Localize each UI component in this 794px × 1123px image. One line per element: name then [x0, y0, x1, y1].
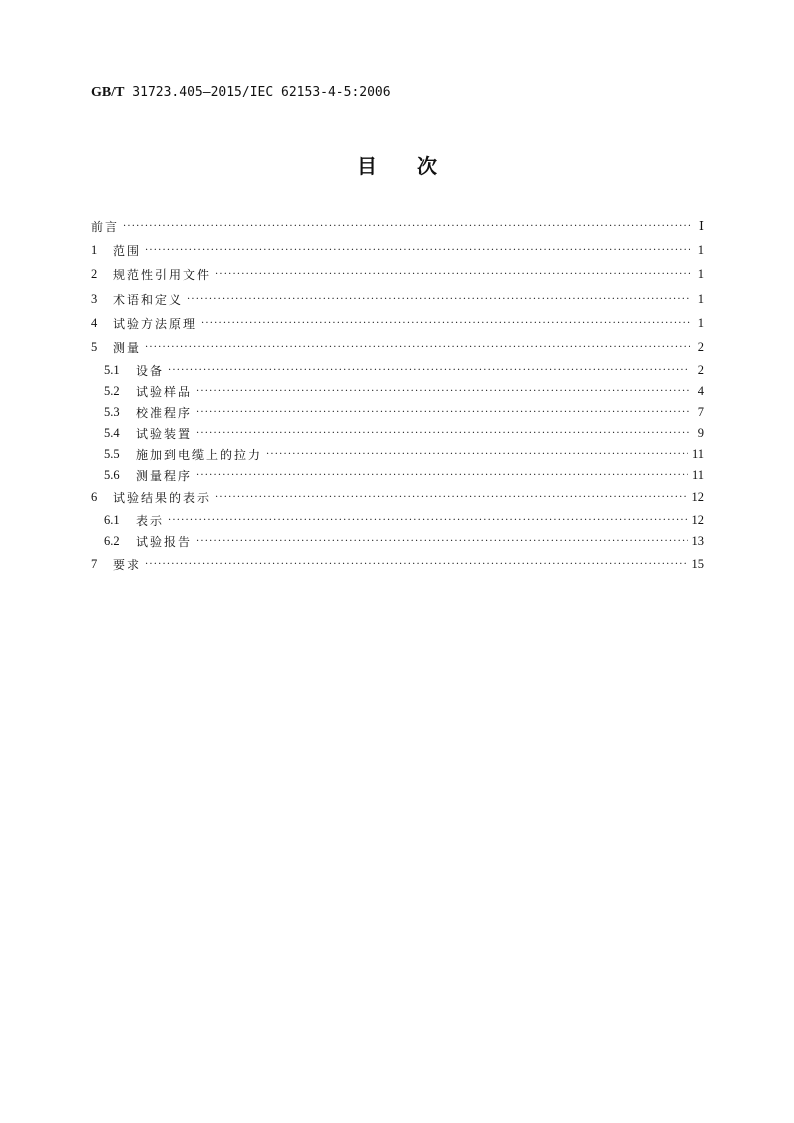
toc-entry-number: 5.3 — [104, 404, 120, 419]
toc-entry[interactable] — [91, 263, 704, 287]
toc-leader-dots — [196, 536, 687, 547]
toc-leader-dots — [266, 449, 688, 460]
toc-leader-dots — [196, 470, 688, 481]
toc-entry-number: 6 — [91, 490, 98, 505]
toc-entry[interactable] — [91, 381, 704, 402]
toc-leader-dots — [145, 342, 690, 353]
toc-entry-label: 施加到电缆上的拉力 — [136, 447, 263, 462]
toc-leader-dots — [196, 386, 690, 397]
toc-entry[interactable] — [91, 510, 704, 531]
toc-entry-number: 2 — [91, 267, 98, 282]
toc-entry-number: 5.5 — [104, 446, 120, 461]
toc-leader-dots — [215, 269, 690, 280]
toc-entry-page: 1 — [697, 315, 704, 330]
toc-entry-number: 5.2 — [104, 383, 120, 398]
toc-entry-label: 校准程序 — [136, 405, 193, 420]
table-of-contents — [91, 214, 704, 576]
toc-entry[interactable] — [91, 531, 704, 552]
standard-code: GB/T — [91, 85, 125, 100]
toc-entry-page: 12 — [691, 490, 704, 505]
toc-entry-page: 15 — [691, 556, 704, 571]
toc-entry[interactable] — [91, 238, 704, 262]
toc-entry-page: 11 — [691, 467, 704, 482]
toc-entry-label: 术语和定义 — [113, 292, 184, 307]
toc-entry-label: 范围 — [113, 243, 142, 258]
toc-entry-page: 12 — [691, 513, 704, 528]
toc-entry-label: 表示 — [136, 514, 165, 529]
toc-entry-label: 试验样品 — [136, 384, 193, 399]
toc-leader-dots — [145, 245, 690, 256]
toc-entry-label: 设备 — [136, 363, 165, 378]
toc-entry-number: 5.1 — [104, 362, 120, 377]
toc-entry[interactable] — [91, 465, 704, 486]
toc-entry-number: 6.1 — [104, 513, 120, 528]
toc-entry-label: 试验方法原理 — [113, 316, 198, 331]
toc-leader-dots — [196, 407, 690, 418]
toc-leader-dots — [168, 515, 687, 526]
toc-entry-label: 试验装置 — [136, 426, 193, 441]
toc-entry-number: 1 — [91, 242, 98, 257]
toc-leader-dots — [168, 365, 690, 376]
toc-entry-label: 试验报告 — [136, 535, 193, 550]
toc-entry[interactable] — [91, 287, 704, 311]
toc-entry-number: 4 — [91, 315, 98, 330]
toc-entry-number: 5.6 — [104, 467, 120, 482]
toc-entry-label: 规范性引用文件 — [113, 268, 212, 283]
toc-entry-page: 7 — [697, 404, 704, 419]
toc-entry-page: 11 — [691, 446, 704, 461]
toc-entry-page: 1 — [697, 242, 704, 257]
toc-leader-dots — [196, 428, 690, 439]
standard-number: 31723.405—2015/IEC — [132, 85, 274, 100]
toc-entry-page: 2 — [697, 340, 704, 355]
toc-entry[interactable] — [91, 335, 704, 359]
toc-title: 目次 — [357, 154, 477, 178]
standard-header — [91, 85, 391, 101]
toc-entry-label: 要求 — [113, 557, 142, 572]
toc-entry-label: 测量程序 — [136, 468, 193, 483]
toc-entry-number: 5.4 — [104, 425, 120, 440]
toc-entry[interactable] — [91, 444, 704, 465]
toc-entry-number: 3 — [91, 291, 98, 306]
toc-entry-page: 1 — [697, 267, 704, 282]
toc-entry[interactable] — [91, 402, 704, 423]
toc-entry[interactable] — [91, 360, 704, 381]
toc-entry[interactable] — [91, 311, 704, 335]
toc-entry-page: Ⅰ — [699, 219, 704, 234]
toc-entry-page: 4 — [697, 383, 704, 398]
iec-number: 62153-4-5:2006 — [281, 85, 391, 100]
toc-entry-label: 试验结果的表示 — [113, 491, 212, 506]
toc-leader-dots — [215, 492, 687, 503]
toc-entry[interactable] — [91, 423, 704, 444]
toc-entry-label: 前言 — [91, 219, 120, 234]
toc-entry[interactable] — [91, 486, 704, 510]
toc-entry-number: 5 — [91, 340, 98, 355]
toc-entry-label: 测量 — [113, 341, 142, 356]
toc-leader-dots — [201, 318, 690, 329]
toc-entry-number: 6.2 — [104, 534, 120, 549]
toc-leader-dots — [145, 559, 687, 570]
toc-leader-dots — [123, 221, 690, 232]
toc-entry-page: 2 — [697, 362, 704, 377]
toc-entry-page: 9 — [697, 425, 704, 440]
toc-entry-page: 13 — [691, 534, 704, 549]
toc-entry-page: 1 — [697, 291, 704, 306]
toc-entry-number: 7 — [91, 556, 98, 571]
toc-entry[interactable] — [91, 214, 704, 238]
toc-entry[interactable] — [91, 552, 704, 576]
toc-leader-dots — [187, 294, 690, 305]
